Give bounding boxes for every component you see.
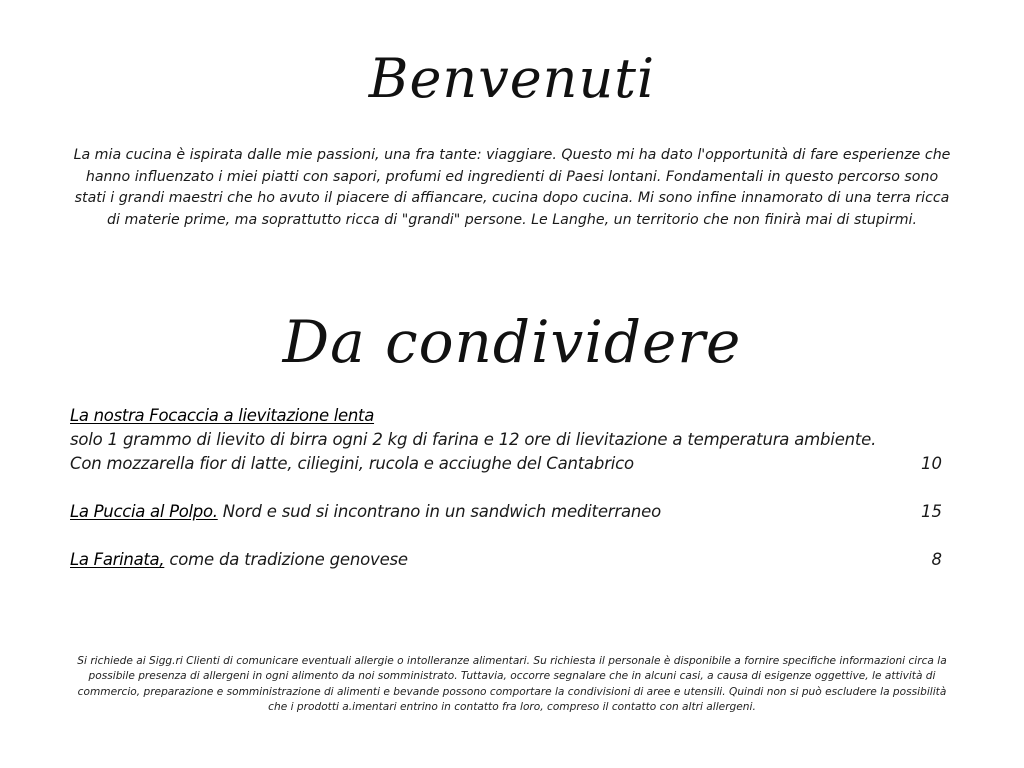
spacer (70, 476, 944, 500)
welcome-title: Benvenuti (368, 47, 656, 110)
allergen-disclaimer: Si richiede ai Sigg.ri Clienti di comunicare eventuali allergie o intolleranze alimentari. Su richiesta il personale è disponibile a fornire specifiche informazioni circa la possibile presenza di allergeni in ogni alimento da noi somministrato. Tuttavia, occorre segnalare che in alcuni casi, a causa di esigenze oggettive, le attività di commercio, preparazione e somministrazione di alimenti e bevande possono comportare la condivisioni di aree e utensili. Quindi non si può escludere la possibilità che i prodotti a.imentari entrino in contatto fra loro, compreso il contatto con altri allergeni. (77, 655, 947, 714)
menu-item-description: solo 1 grammo di lievito di birra ogni 2 kg di farina e 12 ore di lievitazione a temperatura ambiente. (70, 430, 877, 449)
menu-item-description: Nord e sud si incontrano in un sandwich mediterraneo (217, 502, 661, 521)
menu-item-description: Con mozzarella fior di latte, ciliegini, rucola e acciughe del Cantabrico (70, 454, 634, 473)
menu-item-puccia (70, 500, 944, 524)
spacer (70, 524, 944, 548)
section-title: Da condividere (282, 308, 742, 376)
menu-item-focaccia (70, 404, 944, 476)
menu-item-description: come da tradizione genovese (164, 550, 408, 569)
welcome-text: La mia cucina è ispirata dalle mie passioni, una fra tante: viaggiare. Questo mi ha dato l'opportunità di fare esperienze che hanno influenzato i miei piatti con sapori, profumi ed ingredienti di Paesi lontani. Fondamentali in questo percorso sono stati i grandi maestri che ho avuto il piacere di affiancare, cucina dopo cucina. Mi sono infine innamorato di una terra ricca di materie prime, ma soprattutto ricca di "grandi" persone. Le Langhe, un territorio che non finirà mai di stupirmi. (73, 147, 951, 228)
menu-list (70, 404, 944, 572)
menu-item-price: 10 (921, 454, 942, 473)
menu-item-name: La Farinata, (70, 550, 165, 569)
menu-item-name: La Puccia al Polpo. (70, 502, 218, 521)
menu-item-farinata (70, 548, 944, 572)
menu-item-name: La nostra Focaccia a lievitazione lenta (70, 406, 375, 425)
menu-item-price: 15 (921, 502, 942, 521)
menu-item-price: 8 (931, 550, 942, 569)
